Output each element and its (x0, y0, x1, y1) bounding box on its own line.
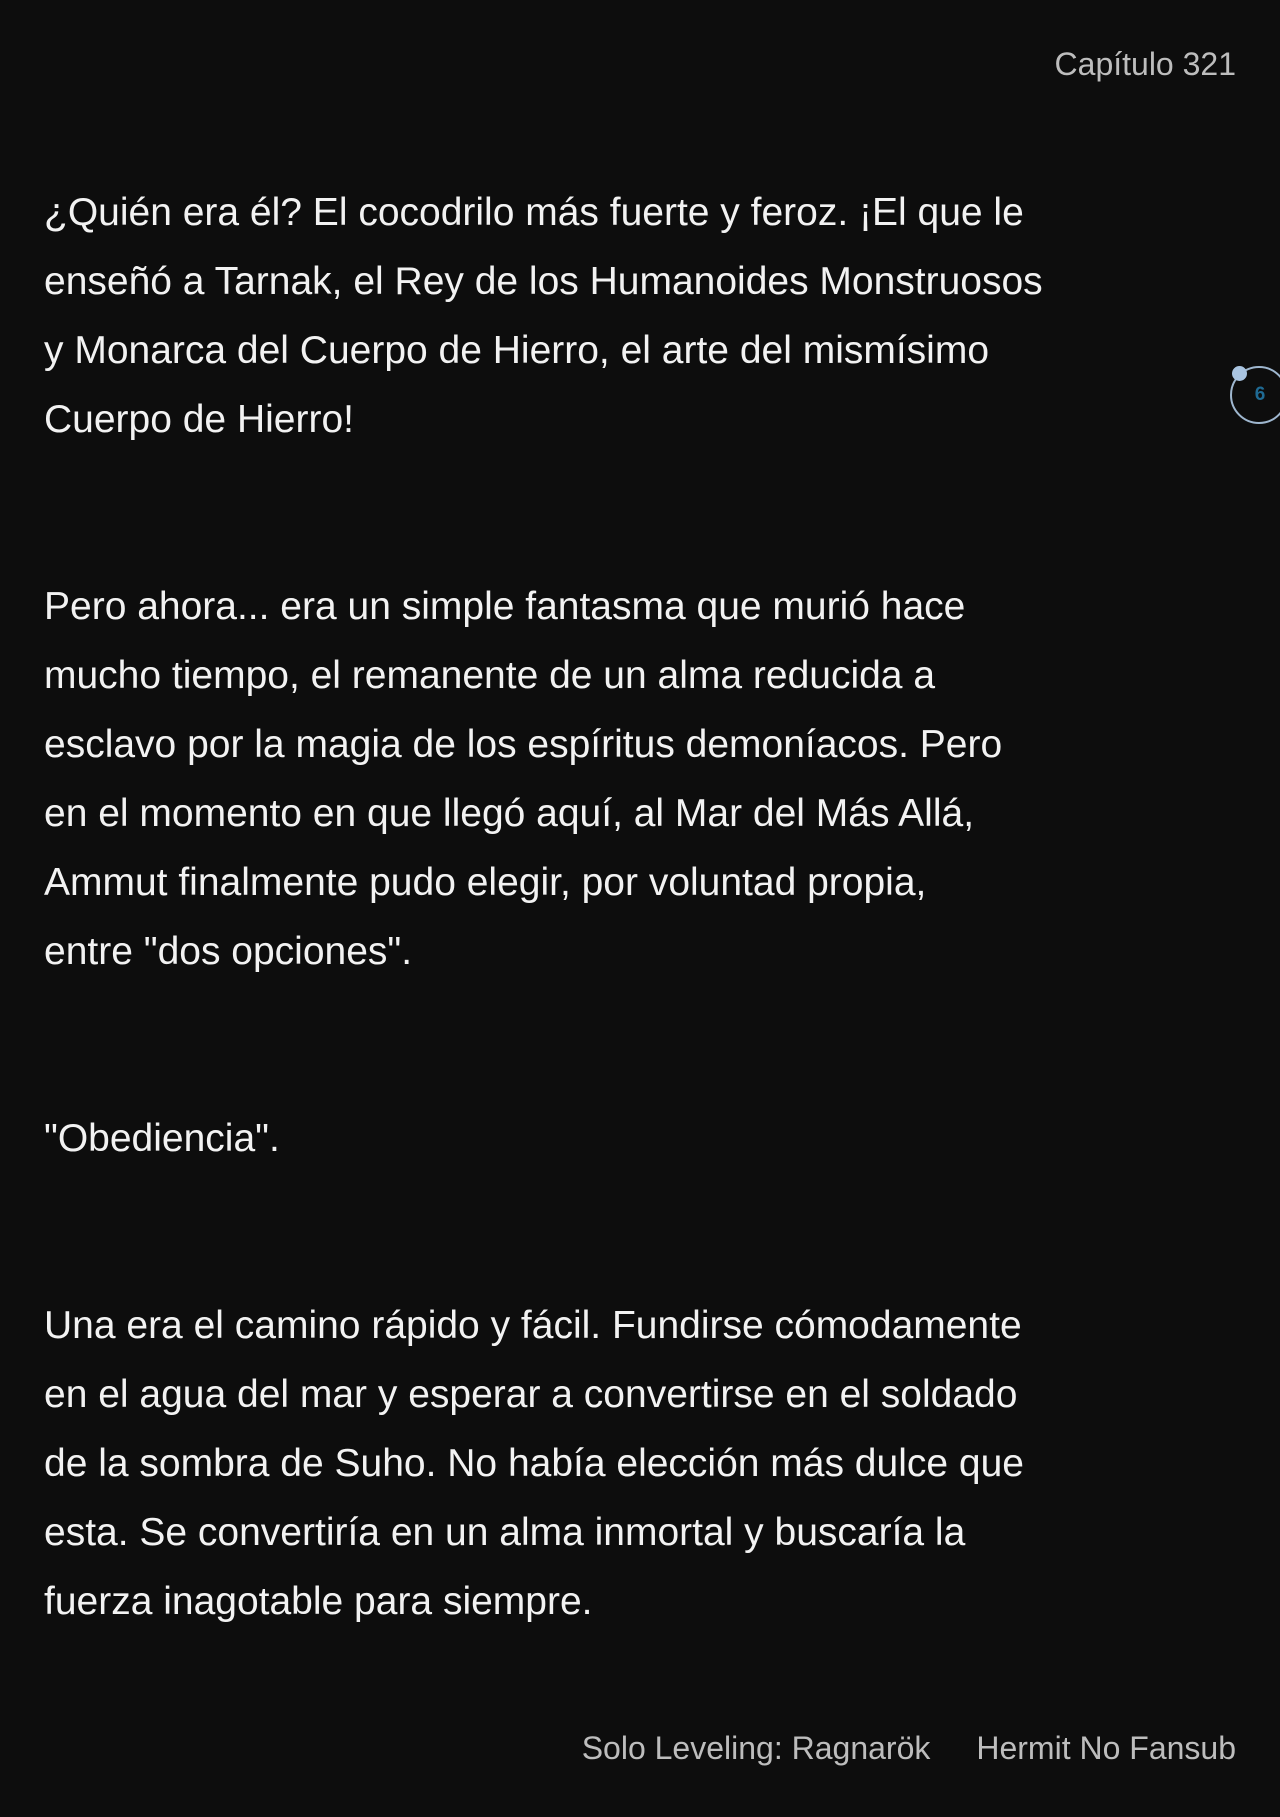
text-line: de la sombra de Suho. No había elección más dulce que (44, 1442, 1024, 1485)
text-line: Una era el camino rápido y fácil. Fundirse cómodamente (44, 1304, 1022, 1347)
paragraph (44, 1104, 280, 1173)
text-line: Cuerpo de Hierro! (44, 398, 354, 441)
text-line: esclavo por la magia de los espíritus demoníacos. Pero (44, 723, 1003, 766)
text-line: enseñó a Tarnak, el Rey de los Humanoides Monstruosos (44, 260, 1043, 303)
chapter-title: Capítulo 321 (1054, 46, 1236, 82)
paragraph (44, 572, 1002, 986)
text-line: entre "dos opciones". (44, 930, 413, 973)
text-line: esta. Se convertiría en un alma inmortal y buscaría la (44, 1511, 966, 1554)
text-line: ¿Quién era él? El cocodrilo más fuerte y feroz. ¡El que le (44, 191, 1024, 234)
paragraph (44, 1291, 1024, 1636)
footer (582, 1730, 1236, 1767)
badge-dot-icon (1232, 366, 1247, 381)
paragraph (44, 178, 1043, 454)
text-line: mucho tiempo, el remanente de un alma reducida a (44, 654, 936, 697)
series-title: Solo Leveling: Ragnarök (581, 1730, 931, 1766)
text-line: en el momento en que llegó aquí, al Mar del Más Allá, (44, 792, 975, 835)
text-line: Ammut finalmente pudo elegir, por voluntad propia, (44, 861, 927, 904)
text-line: "Obediencia". (44, 1117, 280, 1160)
comment-count-badge[interactable]: 6 (1230, 366, 1280, 424)
text-line: y Monarca del Cuerpo de Hierro, el arte del mismísimo (44, 329, 990, 372)
text-line: en el agua del mar y esperar a convertirse en el soldado (44, 1373, 1018, 1416)
translator-group: Hermit No Fansub (976, 1730, 1236, 1766)
text-line: fuerza inagotable para siempre. (44, 1580, 593, 1623)
text-line: Pero ahora... era un simple fantasma que murió hace (44, 585, 966, 628)
